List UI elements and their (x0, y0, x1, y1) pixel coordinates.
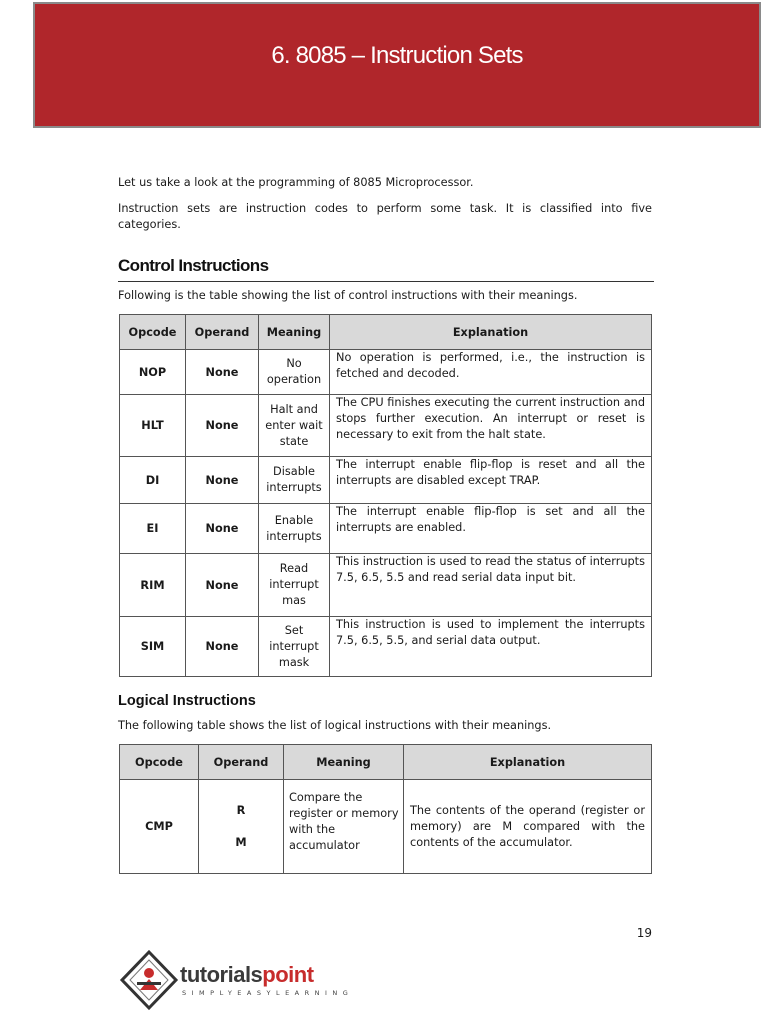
intro-paragraph-2: Instruction sets are instruction codes to perform some task. It is classified into five categories. (118, 202, 652, 231)
column-header-operand: Operand (199, 745, 284, 780)
logo-word-accent: point (262, 962, 314, 987)
opcode-cell: CMP (120, 780, 199, 874)
tutorialspoint-logo (118, 946, 354, 1014)
opcode-cell: HLT (120, 395, 186, 457)
meaning-cell: Enable interrupts (259, 504, 330, 554)
table-header-row (120, 315, 652, 350)
table-row (120, 350, 652, 395)
opcode-cell: NOP (120, 350, 186, 395)
operand-value-m: M (235, 835, 247, 849)
operand-cell: None (186, 395, 259, 457)
column-header-explanation: Explanation (330, 315, 652, 350)
column-header-meaning: Meaning (259, 315, 330, 350)
table-row (120, 617, 652, 677)
opcode-cell: DI (120, 457, 186, 504)
meaning-cell: No operation (259, 350, 330, 395)
meaning-cell: Read interrupt mas (259, 554, 330, 617)
opcode-cell: RIM (120, 554, 186, 617)
explanation-cell: The interrupt enable flip-flop is set and all the interrupts are enabled. (330, 504, 652, 554)
operand-cell: None (186, 617, 259, 677)
logo-tagline: SIMPLYEASYLEARNING (182, 989, 354, 997)
explanation-cell: This instruction is used to implement the interrupts 7.5, 6.5, 5.5, and serial data output. (330, 617, 652, 677)
table-row (120, 780, 652, 874)
logical-instructions-table (119, 744, 652, 874)
table-row (120, 554, 652, 617)
meaning-cell: Compare the register or memory with the accumulator (284, 780, 404, 874)
column-header-operand: Operand (186, 315, 259, 350)
explanation-cell: The contents of the operand (register or memory) are M compared with the contents of the accumulator. (404, 780, 652, 874)
explanation-cell: No operation is performed, i.e., the instruction is fetched and decoded. (330, 350, 652, 395)
meaning-cell: Disable interrupts (259, 457, 330, 504)
logical-instructions-heading: Logical Instructions (118, 693, 256, 709)
operand-cell: None (186, 504, 259, 554)
opcode-cell: SIM (120, 617, 186, 677)
intro-paragraph-1: Let us take a look at the programming of 8085 Microprocessor. (118, 176, 474, 189)
table-row (120, 504, 652, 554)
table-row (120, 395, 652, 457)
explanation-cell: This instruction is used to read the status of interrupts 7.5, 6.5, 5.5 and read serial data input bit. (330, 554, 652, 617)
column-header-opcode: Opcode (120, 315, 186, 350)
logical-table-intro: The following table shows the list of logical instructions with their meanings. (118, 719, 552, 732)
control-table-intro: Following is the table showing the list of control instructions with their meanings. (118, 289, 578, 302)
operand-cell: None (186, 457, 259, 504)
chapter-title: 6. 8085 – Instruction Sets (271, 42, 523, 69)
column-header-explanation: Explanation (404, 745, 652, 780)
operand-value-r: R (236, 803, 246, 817)
logo-emblem-icon (118, 946, 180, 1014)
column-header-opcode: Opcode (120, 745, 199, 780)
logo-wordmark (180, 962, 314, 988)
control-instructions-table (119, 314, 652, 677)
section-divider (118, 281, 654, 282)
operand-cell: None (186, 350, 259, 395)
column-header-meaning: Meaning (284, 745, 404, 780)
page-number: 19 (636, 926, 652, 940)
meaning-cell: Set interrupt mask (259, 617, 330, 677)
chapter-header-banner (33, 2, 761, 128)
control-instructions-heading: Control Instructions (118, 256, 269, 275)
opcode-cell: EI (120, 504, 186, 554)
operand-cell (199, 780, 284, 874)
table-row (120, 457, 652, 504)
explanation-cell: The CPU finishes executing the current instruction and stops further execution. An interrupt or reset is necessary to exit from the halt state. (330, 395, 652, 457)
explanation-cell: The interrupt enable flip-flop is reset and all the interrupts are disabled except TRAP. (330, 457, 652, 504)
meaning-cell: Halt and enter wait state (259, 395, 330, 457)
operand-cell: None (186, 554, 259, 617)
table-header-row (120, 745, 652, 780)
logo-word-main: tutorials (180, 962, 263, 987)
